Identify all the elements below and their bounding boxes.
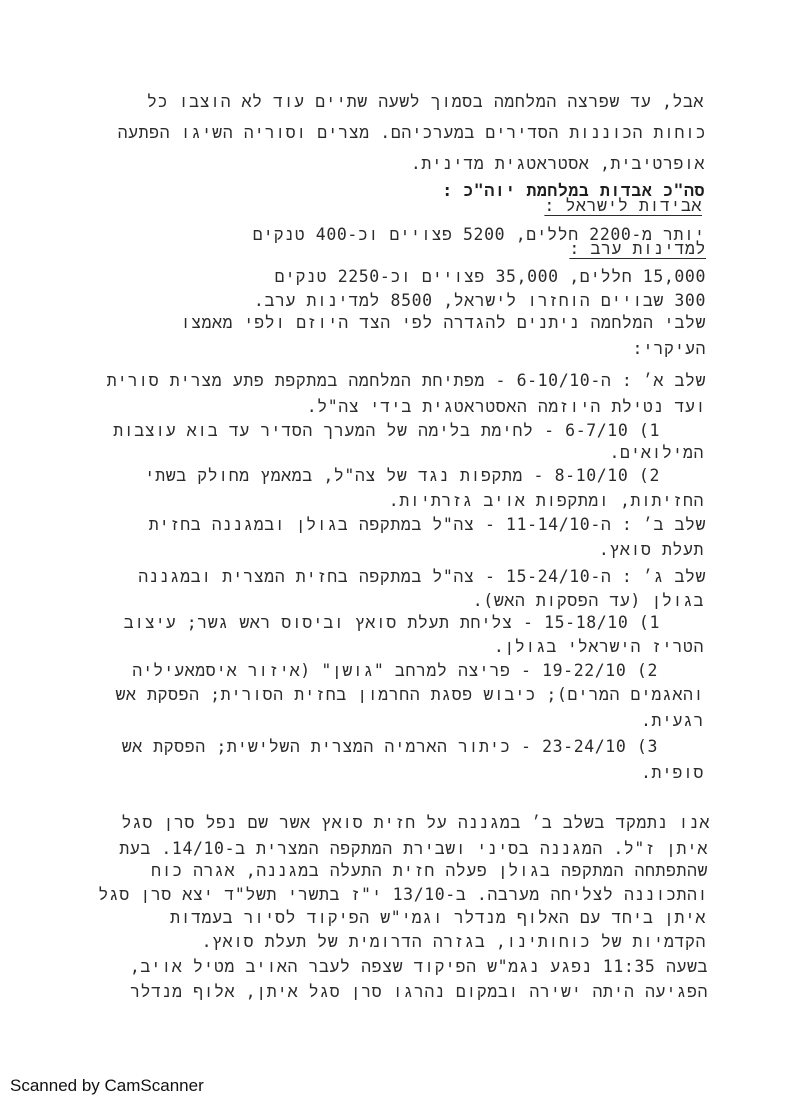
text-line: ועד נטילת היוזמה האסטראטגית בידי צה"ל. bbox=[306, 397, 706, 416]
scanner-watermark: Scanned by CamScanner bbox=[10, 1076, 204, 1095]
stage-b-line: שלב ב׳ : ה-11-14/10 - צה"ל במתקפה בגולן ובמגננה בחזית bbox=[148, 515, 706, 534]
stage-c-line: שלב ג׳ : ה-15-24/10 - צה"ל במתקפה בחזית המצרית ובמגננה bbox=[138, 567, 706, 586]
text-line: הקדמיות של כוחותינו, בגזרה הדרומית של תעלת סואץ. bbox=[201, 932, 706, 951]
text-line: שלבי המלחמה ניתנים להגדרה לפי הצד היוזם ולפי מאמצו bbox=[180, 313, 706, 332]
text-line: אנו נתמקד בשלב ב׳ במגננה על חזית סואץ אשר שם נפל סרן סגל bbox=[121, 813, 710, 832]
text-line: והאגמים המרים); כיבוש פסגת החרמון בחזית הסורית; הפסקת אש bbox=[115, 685, 704, 704]
section-heading: סה"כ אבדות במלחמת יוה"כ : bbox=[442, 181, 705, 200]
text-line: בשעה 11:35 נפגע נגמ"ש הפיקוד שצפה לעבר האויב מטיל אויב, bbox=[129, 957, 708, 976]
text-line: 300 שבויים הוחזרו לישראל, 8500 למדינות ערב. bbox=[253, 291, 706, 310]
text-line: והתכוננה לצליחה מערבה. ב-13/10 י"ז בתשרי תשל"ד יצא סרן סגל bbox=[98, 885, 708, 904]
text-line: יותר מ-2200 חללים, 5200 פצויים וכ-400 טנקים bbox=[252, 225, 705, 244]
text-line: סופית. bbox=[640, 763, 704, 782]
list-item: 2) 19-22/10 - פריצה למרחב "גושן" (איזור איסמאעיליה bbox=[132, 661, 658, 680]
text-line: איתן ז"ל. המגננה בסיני ושבירת המתקפה המצרית ב-14/10. בעת bbox=[119, 839, 708, 858]
text-line: אבל, עד שפרצה המלחמה בסמוך לשעה שתיים עוד לא הוצבו כל bbox=[147, 92, 704, 111]
text-line: הטריז הישראלי בגולן. bbox=[493, 637, 704, 656]
text-line: בגולן (עד הפסקות האש). bbox=[472, 591, 704, 610]
subheading: אבידות לישראל : bbox=[544, 196, 702, 215]
list-item: 1) 15-18/10 - צליחת תעלת סואץ וביסוס ראש גשר; עיצוב bbox=[123, 613, 660, 632]
text-line: המילואים. bbox=[609, 443, 704, 462]
stage-a-line: שלב א׳ : ה-6-10/10 - מפתיחת המלחמה במתקפת פתע מצרית סורית bbox=[106, 371, 706, 390]
subheading: למדינות ערב : bbox=[569, 239, 706, 258]
text-line: הפגיעה היתה ישירה ובמקום נהרגו סרן סגל איתן, אלוף מנדלר bbox=[130, 982, 708, 1001]
list-item: 3) 23-24/10 - כיתור הארמיה המצרית השלישית; הפסקת אש bbox=[121, 737, 658, 756]
text-line: החזיתות, ומתקפות אויב גזרתיות. bbox=[388, 491, 704, 510]
text-line: כוחות הכוננות הסדירים במערכיהם. מצרים וסוריה השיגו הפתעה bbox=[117, 123, 706, 142]
text-line: תעלת סואץ. bbox=[598, 540, 704, 559]
list-item: 1) 6-7/10 - לחימת בלימה של המערך הסדיר עד בוא עוצבות bbox=[113, 421, 660, 440]
text-line: העיקרי: bbox=[632, 339, 706, 358]
text-line: אופרטיבית, אסטראטגית מדינית. bbox=[410, 154, 705, 173]
list-item: 2) 8-10/10 - מתקפות נגד של צה"ל, במאמץ מחולק בשתי bbox=[144, 466, 660, 485]
text-line: 15,000 חללים, 35,000 פצויים וכ-2250 טנקים bbox=[274, 267, 706, 286]
text-line: רגעית. bbox=[640, 711, 704, 730]
text-line: איתן ביחד עם האלוף מנדלר וגמי"ש הפיקוד לסיור בעמדות bbox=[170, 908, 706, 927]
text-line: שהתפתחה המתקפה בגולן פעלה חזית התעלה במגננה, אגרה כוח bbox=[151, 861, 708, 880]
